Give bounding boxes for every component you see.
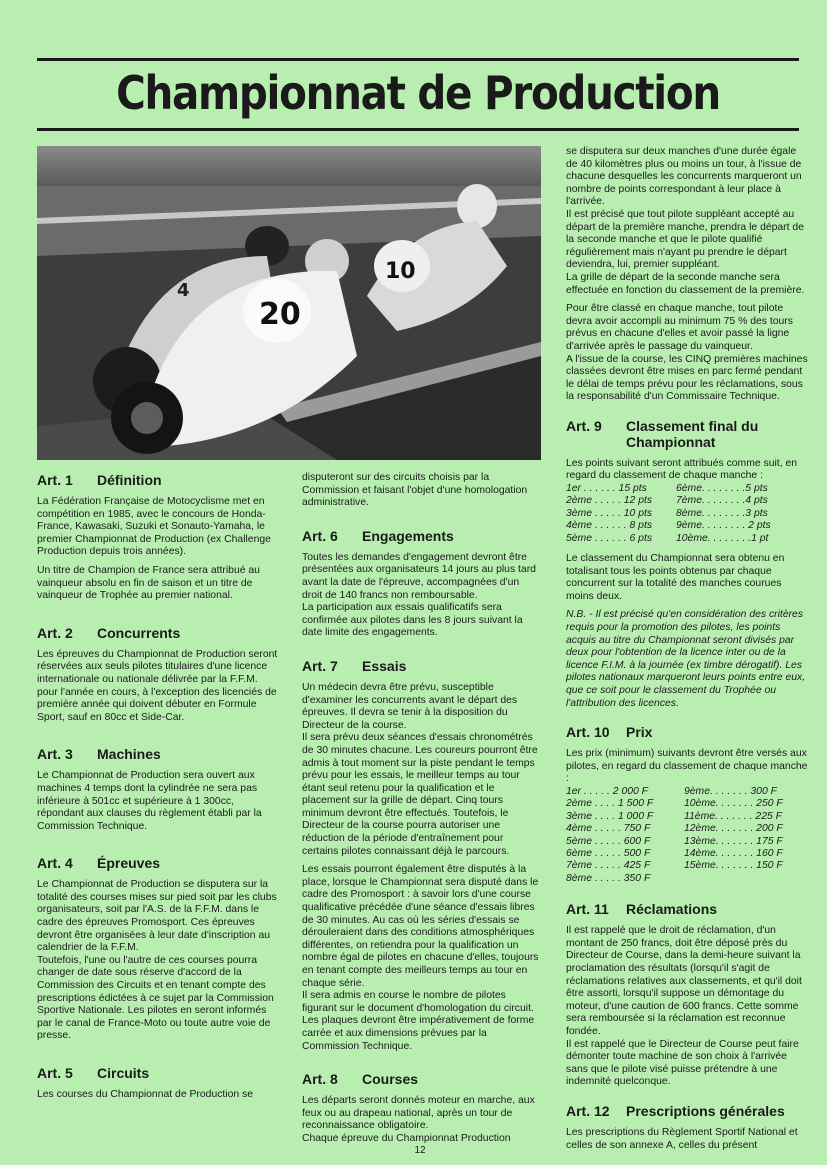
art4-para-1: Le Championnat de Production se disputera sur la totalité des courses mises sur pied soit par les clubs organisateurs, soit par l'A.S. de la F.F.M. dans le cadre des épreuves Promosport. Ces épreuves devront être organisées à leur date d'inscription au calendrier de la F.F.M. [37, 879, 277, 954]
race-number-20: 20 [259, 297, 301, 332]
art8-cont-para-3: La grille de départ de la seconde manche sera effectuée en fonction du classement de la première. [566, 271, 805, 296]
art9-heading: Art. 9 Classement final du Championnat [566, 417, 759, 450]
art8-cont-para-2: Il est précisé que tout pilote suppléant accepté au départ de la première manche, prendra le départ de la seconde manche et que le pilote qualifié régulièrement mais n'ayant pu prendre le départ deviendra, lui, premier suppléant. [566, 208, 804, 271]
prize-table [566, 786, 810, 885]
points-row: 2ème . . . . . 12 pts 7ème. . . . . . . .4 pts [566, 495, 768, 507]
art7-para-5: Les plaques devront être impérativement de forme carrée et aux dimensions prévues par la Commission Technique. [302, 1015, 535, 1052]
prize-row: 7ème . . . . . 425 F 15ème. . . . . . . 150 F [566, 860, 783, 872]
art10-heading: Art. 10 Prix [566, 724, 653, 741]
art4-heading: Art. 4 Épreuves [37, 855, 161, 872]
art9-intro: Les points suivant seront attribués comme suit, en regard du classement de chaque manche : [566, 457, 798, 482]
art12-para-1: Les prescriptions du Règlement Sportif National et celles de son annexe A, celles du présent [566, 1126, 798, 1151]
prize-row: 4ème . . . . . 750 F 12ème. . . . . . . 200 F [566, 823, 783, 835]
art5-para-1: Les courses du Championnat de Production se [37, 1089, 254, 1100]
art3-para-1: Le Championnat de Production sera ouvert aux machines 4 temps dont la cylindrée ne sera pas inférieure à 501cc et supérieure à 1 300cc, répondant aux clauses du règlement établi par la Commission Technique. [37, 770, 262, 832]
art8-heading: Art. 8 Courses [302, 1071, 419, 1088]
art2-heading: Art. 2 Concurrents [37, 624, 181, 641]
title-rule [37, 128, 799, 131]
art12-heading: Art. 12 Prescriptions générales [566, 1102, 785, 1119]
art7-heading: Art. 7 Essais [302, 657, 407, 674]
page-title: Championnat de Production [116, 66, 720, 120]
column-2 [302, 472, 542, 1146]
art1-para-1: La Fédération Française de Motocyclisme met en compétition en 1985, avec le concours de Honda-France, Kawasaki, Suzuki et Sonauto-Yamaha, le premier Championnat de Production (ex Challenge Production depuis trois années). [37, 496, 271, 558]
art11-para-1: Il est rappelé que le droit de réclamation, d'un montant de 250 francs, doit être déposé près du Directeur de Course, dans la demi-heure suivant la proclamation des résultats (lorsqu'il s'agit de réclamations relatives aux classements, et qu'il doit être assorti, lorsqu'il suppose un démontage du moteur, d'une caution de 600 francs. Cette somme sera remboursée si la réclamation est reconnue fondée. [566, 925, 802, 1037]
art7-para-3: Les essais pourront également être disputés à la place, lorsque le Championnat sera disputé dans le cadre des Promosport : à savoir lors d'une course qualificative précédée d'une séance d'essais libres de 30 minutes. Au cas où les séries d'essais se dérouleraient dans des conditions atmosphériques différentes, on retiendra pour la qualification un nombre égal de pilotes en chacune d'elles, toujours en tenant compte des meilleurs temps au tour en chaque série. [302, 864, 539, 989]
art11-heading: Art. 11 Réclamations [566, 901, 718, 918]
art7-para-4: Il sera admis en course le nombre de pilotes figurant sur le document d'homologation du circuit. [302, 990, 534, 1014]
prize-row: 5ème . . . . . 600 F 13ème. . . . . . . 175 F [566, 835, 783, 847]
art10-intro: Les prix (minimum) suivants devront être versés aux pilotes, en regard du classement de chaque manche : [566, 748, 808, 785]
art9-nb: N.B. - Il est précisé qu'en considération des critères requis pour la promotion des pilotes, les points acquis au titre du Championnat seront divisés par deux pour l'obtention de la licence inter ou de la licence F.I.M. à la journée (ex timbre dérogatif). Les pilotes nationaux marqueront leurs points entre eux, que ce soit pour le classement du Trophée ou l'attribution des licences. [566, 609, 806, 709]
prize-row: 2ème . . . . 1 500 F 10ème. . . . . . . 250 F [566, 798, 783, 810]
race-number-10: 10 [385, 259, 416, 284]
points-row: 1er . . . . . . 15 pts 6ème. . . . . . . .5 pts [566, 483, 768, 495]
top-rule [37, 58, 799, 61]
art6-para-1: Toutes les demandes d'engagement devront être présentées aux organisateurs 14 jours au plus tard avant la date de l'épreuve, accompagnées d'un droit de 140 francs non remboursable. [302, 551, 536, 601]
art7-para-1: Un médecin devra être prévu, susceptible d'examiner les concurrents avant le départ des épreuves. Il devra se tenir à la disposition du Directeur de la course. [302, 681, 518, 731]
art6-heading: Art. 6 Engagements [302, 527, 454, 544]
art7-para-2: Il sera prévu deux séances d'essais chronométrés de 30 minutes chacune. Les coureurs pourront être admis à tout moment sur la piste pendant le temps prévu pour les essais, le meilleur temps au tour étant seul retenu pour la qualification et le placement sur la grille de départ. Cinq tours minimum devront être effectués. Toutefois, le Directeur de la course pourra autoriser une réduction de la période d'entraînement pour certains pilotes connaissant déjà le parcours. [302, 732, 538, 857]
art8-para-2: Chaque épreuve du Championnat Production [302, 1132, 511, 1144]
art11-para-2: Il est rappelé que le Directeur de Course peut faire démonter toute machine de son choix à l'arrivée sans que le pilote visé puisse prétendre à une indemnité quelconque. [566, 1038, 799, 1088]
prize-row: 6ème . . . . . 500 F 14ème. . . . . . . 160 F [566, 848, 783, 860]
art1-para-2: Un titre de Champion de France sera attribué au vainqueur absolu en fin de saison et un titre de vainqueur de Trophée au premier national. [37, 564, 260, 602]
art3-heading: Art. 3 Machines [37, 746, 161, 763]
art5-continued: disputeront sur des circuits choisis par la Commission et faisant l'objet d'une homologation administrative. [302, 472, 528, 509]
art8-cont-para-1: se disputera sur deux manches d'une durée égale de 40 kilomètres plus ou moins un tour, à l'issue de chacune desquelles les concurrents marqueront un nombre de points correspondant à leur place à l'arrivée. [566, 146, 802, 208]
art4-para-2: Toutefois, l'une ou l'autre de ces courses pourra changer de date sous réserve d'accord de la Commission des Circuits et en tenant compte des prescriptions édictées à ce sujet par la Commission Sportive Nationale. Les pilotes en seront informés par le canal de France-Moto ou toute autre voie de presse. [37, 954, 274, 1042]
art9-para: Le classement du Championnat sera obtenu en totalisant tous les points obtenus par chaque concurrent sur la totalité des manches courues moins deux. [566, 553, 785, 602]
art8-para-1: Les départs seront donnés moteur en marche, aux feux ou au drapeau national, après un tour de reconnaissance obligatoire. [302, 1095, 535, 1132]
column-3 [566, 146, 810, 1158]
points-row: 3ème . . . . . 10 pts 8ème. . . . . . . .3 pts [566, 507, 768, 519]
race-photo [37, 146, 541, 460]
prize-row: 3ème . . . . 1 000 F 11ème. . . . . . . 225 F [566, 810, 782, 822]
race-number-4: 4 [177, 280, 190, 301]
points-row: 4ème . . . . . . 8 pts 9ème. . . . . . . . 2 pts [566, 520, 771, 532]
column-1 [37, 472, 281, 1108]
page-number: 12 [414, 1145, 426, 1156]
art8-cont-para-4: Pour être classé en chaque manche, tout pilote devra avoir accompli au minimum 75 % des tours prévus en chacune d'elles et avoir passé la ligne d'arrivée après le passage du vainqueur. [566, 303, 793, 352]
art6-para-2: La participation aux essais qualificatifs sera confirmée aux pilotes dans les 8 jours suivant la date limite des engagements. [302, 602, 523, 639]
points-row: 5ème . . . . . . 6 pts 10ème. . . . . . . .1 pt [566, 532, 769, 544]
points-table [566, 483, 810, 545]
prize-row: 8ème . . . . . 350 F [566, 872, 651, 884]
art1-heading: Art. 1 Définition [37, 472, 162, 488]
art8-cont-para-5: A l'issue de la course, les CINQ premières machines classées devront être mises en parc fermé pendant le délai de temps prévu pour les réclamations, sous la responsabilité d'un Commissaire Technique. [566, 353, 808, 403]
art5-heading: Art. 5 Circuits [37, 1065, 150, 1081]
motorcycle-race-image [37, 146, 541, 460]
art2-para-1: Les épreuves du Championnat de Production seront réservées aux seuls pilotes titulaires d'une licence internationale ou nationale délivrée par la F.F.M. pour l'année en cours, à l'exception des licenciés de première année qui doivent débuter en Formule Sport, sauf en 80cc et Side-Car. [37, 648, 278, 723]
prize-row: 1er . . . . . 2 000 F 9ème. . . . . . . 300 F [566, 786, 777, 797]
